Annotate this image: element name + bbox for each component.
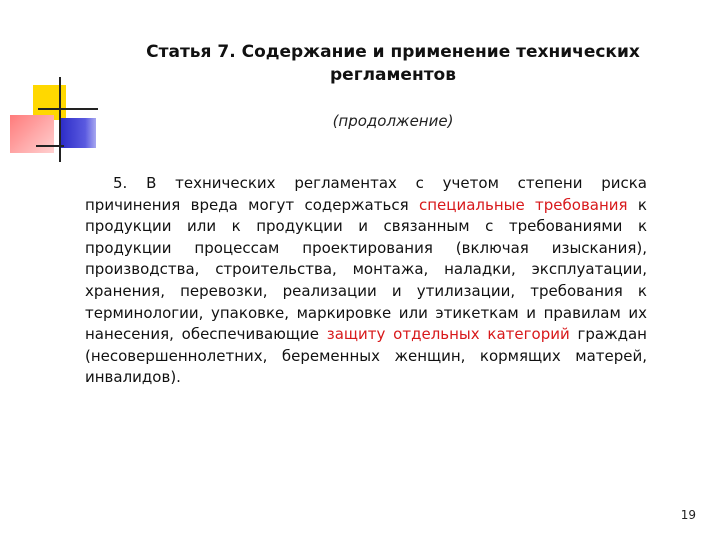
article-paragraph xyxy=(85,173,647,389)
paragraph-text-part3: граждан (несовершеннолетних, беременных женщин, кормящих матерей, инвалидов). xyxy=(85,325,647,387)
horizontal-line-short xyxy=(36,145,64,147)
horizontal-line xyxy=(38,108,98,110)
page-number: 19 xyxy=(680,508,696,522)
blue-square xyxy=(60,118,96,148)
paragraph-text-part2: к продукции или к продукции и связанным с требованиями к продукции процессам проектирования (включая изыскания), производства, строительства, монтажа, наладки, эксплуатации, хранения, перевозки, реализации и утилизации, требования к терминологии, упаковке, маркировке или этикеткам и правилам их нанесения, обеспечивающие xyxy=(85,195,647,344)
slide-subtitle: (продолжение) xyxy=(332,112,454,130)
highlight-special-requirements: специальные требования xyxy=(418,195,628,214)
highlight-protection-categories: защиту отдельных категорий xyxy=(326,325,570,344)
slide-title: Статья 7. Содержание и применение технических регламентов xyxy=(146,42,640,85)
decorative-squares xyxy=(0,0,110,170)
vertical-line xyxy=(59,77,61,162)
paragraph-text-part1: 5. В технических регламентах с учетом степени риска причинения вреда могут содержаться xyxy=(85,174,647,214)
red-square xyxy=(10,115,54,153)
